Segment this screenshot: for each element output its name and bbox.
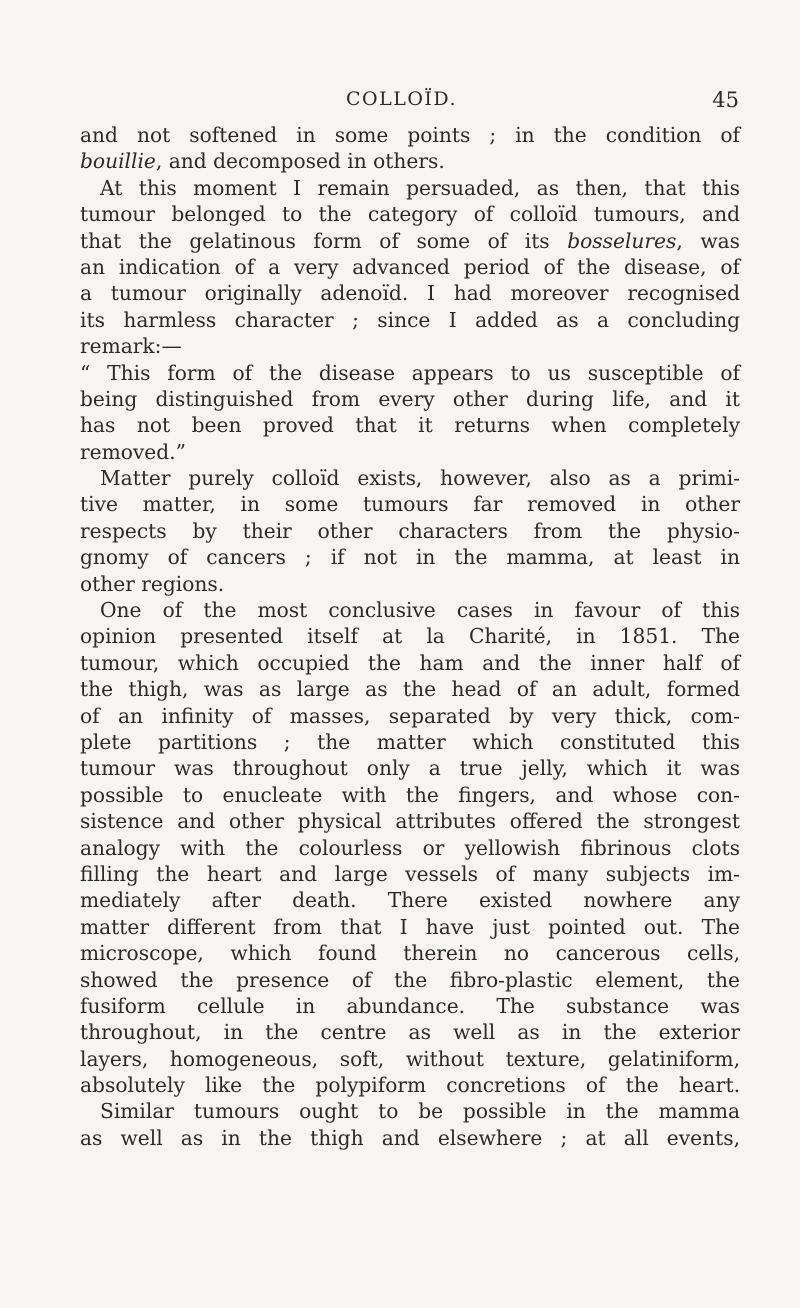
text-segment: , was	[676, 228, 740, 253]
running-title: COLLOÏD.	[345, 88, 458, 110]
text-line: and not softened in some points ; in the condition of	[80, 123, 740, 147]
text-line: showed the presence of the fibro-plastic element, the	[80, 967, 740, 992]
text-line	[80, 148, 740, 174]
text-segment: that the gelatinous form of some of its	[80, 228, 568, 253]
text-line: other regions.	[80, 571, 225, 596]
text-line: absolutely like the polypiform concretions of the heart.	[80, 1073, 740, 1098]
text-line: plete partitions ; the matter which constituted this	[80, 729, 740, 754]
text-line: tumour belonged to the category of colloïd tumours, and	[80, 202, 740, 227]
text-line: microscope, which found therein no cancerous cells,	[80, 941, 740, 966]
text-line: a tumour originally adenoïd. I had moreover recognised	[80, 281, 740, 306]
text-line: tive matter, in some tumours far removed in other	[80, 492, 740, 517]
text-line: the thigh, was as large as the head of an adult, formed	[80, 677, 740, 702]
italic-term: bosselures	[567, 228, 677, 253]
text-line: tumour was throughout only a true jelly, which it was	[80, 756, 740, 781]
italic-term: bouillie	[80, 149, 156, 174]
text-line: One of the most conclusive cases in favour of this	[100, 598, 740, 623]
text-line: as well as in the thigh and elsewhere ; at all events,	[80, 1125, 740, 1150]
text-line	[80, 228, 740, 254]
text-line: respects by their other characters from the physio-	[80, 518, 740, 543]
text-line: Similar tumours ought to be possible in the mamma	[100, 1099, 740, 1124]
text-line: analogy with the colourless or yellowish fibrinous clots	[80, 835, 740, 860]
text-line: sistence and other physical attributes offered the strongest	[80, 809, 740, 834]
text-line: its harmless character ; since I added as a concluding	[80, 307, 740, 332]
text-segment: , and decomposed in others.	[155, 149, 445, 174]
text-line: fusiform cellule in abundance. The substance was	[80, 993, 740, 1018]
text-line: gnomy of cancers ; if not in the mamma, at least in	[80, 545, 740, 570]
text-line: possible to enucleate with the fingers, and whose con-	[80, 782, 740, 807]
running-head	[64, 88, 739, 118]
text-line: an indication of a very advanced period of the disease, of	[80, 254, 740, 279]
text-line: mediately after death. There existed nowhere any	[80, 888, 740, 913]
page-number: 45	[712, 88, 739, 112]
text-line: Matter purely colloïd exists, however, also as a primi-	[100, 466, 740, 491]
text-line: At this moment I remain persuaded, as then, that this	[100, 175, 740, 200]
text-line: throughout, in the centre as well as in the exterior	[80, 1020, 740, 1045]
text-line: matter different from that I have just pointed out. The	[80, 914, 740, 939]
text-line: filling the heart and large vessels of many subjects im-	[80, 861, 740, 886]
text-line: layers, homogeneous, soft, without texture, gelatiniform,	[80, 1046, 740, 1071]
text-line: opinion presented itself at la Charité, in 1851. The	[80, 624, 740, 649]
text-line: of an infinity of masses, separated by very thick, com-	[80, 703, 740, 728]
text-line: being distinguished from every other during life, and it	[80, 386, 740, 411]
text-line: tumour, which occupied the ham and the inner half of	[80, 650, 740, 675]
text-line: has not been proved that it returns when completely	[80, 413, 740, 438]
text-line: remark:—	[80, 334, 182, 359]
text-line: “ This form of the disease appears to us susceptible of	[80, 360, 740, 385]
body-text	[80, 122, 740, 1151]
text-line: removed.”	[80, 439, 186, 464]
